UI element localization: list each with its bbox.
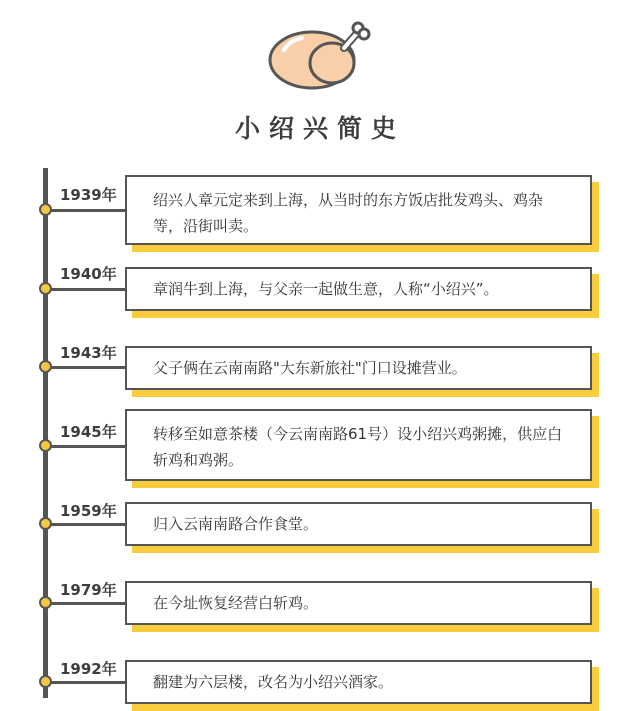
timeline-connector <box>50 288 125 291</box>
timeline-card <box>125 581 592 625</box>
timeline-connector <box>50 366 125 369</box>
timeline-line <box>43 168 48 698</box>
timeline-text: 章润牛到上海，与父亲一起做生意，人称“小绍兴”。 <box>125 267 592 311</box>
timeline-connector <box>50 445 125 448</box>
timeline-year: 1979年 <box>60 581 117 599</box>
timeline-connector <box>50 523 125 526</box>
timeline-dot <box>39 596 52 609</box>
timeline-text: 在今址恢复经营白斩鸡。 <box>125 581 592 625</box>
timeline-year: 1939年 <box>60 186 117 204</box>
timeline-text: 父子俩在云南南路"大东新旅社"门口设摊营业。 <box>125 346 592 390</box>
page-title: 小绍兴简史 <box>234 114 405 143</box>
timeline-year: 1992年 <box>60 660 117 678</box>
timeline-text: 绍兴人章元定来到上海，从当时的东方饭店批发鸡头、鸡杂等，沿街叫卖。 <box>125 175 592 245</box>
timeline-dot <box>39 517 52 530</box>
timeline-connector <box>50 209 125 212</box>
timeline-card <box>125 175 592 245</box>
timeline-year: 1945年 <box>60 423 117 441</box>
timeline-text: 转移至如意茶楼（今云南南路61号）设小绍兴鸡粥摊，供应白斩鸡和鸡粥。 <box>125 409 592 481</box>
timeline-text: 翻建为六层楼，改名为小绍兴酒家。 <box>125 660 592 704</box>
timeline-dot <box>39 203 52 216</box>
timeline-card <box>125 346 592 390</box>
timeline-dot <box>39 360 52 373</box>
timeline-card <box>125 267 592 311</box>
timeline-card <box>125 502 592 546</box>
timeline-dot <box>39 675 52 688</box>
timeline-year: 1959年 <box>60 502 117 520</box>
timeline-card <box>125 409 592 481</box>
timeline-year: 1940年 <box>60 265 117 283</box>
roast-chicken-icon <box>262 18 378 92</box>
timeline-connector <box>50 602 125 605</box>
timeline-year: 1943年 <box>60 344 117 362</box>
timeline-dot <box>39 439 52 452</box>
timeline-text: 归入云南南路合作食堂。 <box>125 502 592 546</box>
timeline-dot <box>39 282 52 295</box>
timeline-card <box>125 660 592 704</box>
